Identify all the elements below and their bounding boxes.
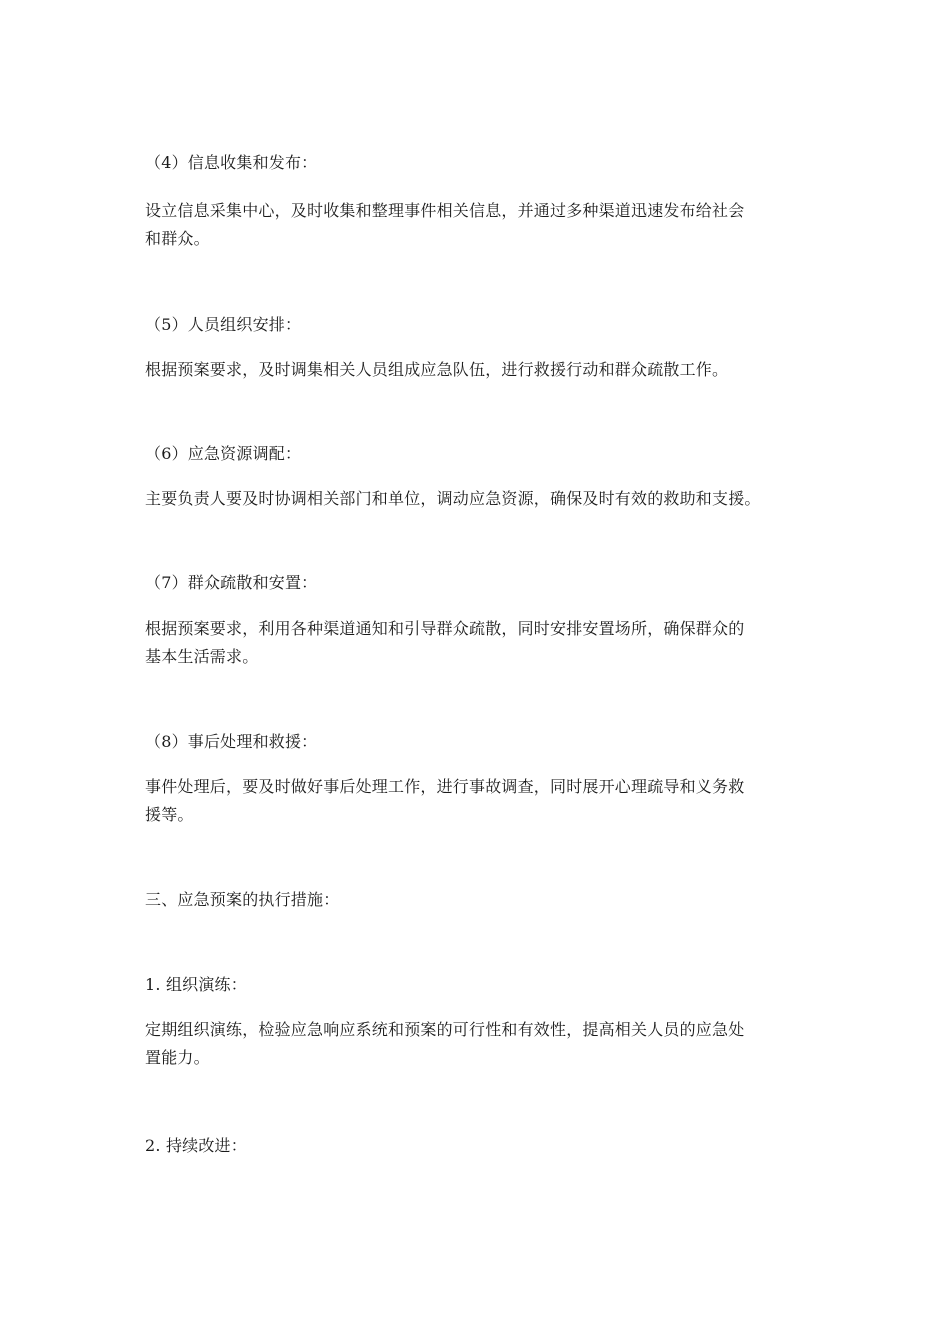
paragraph-evacuation (145, 615, 815, 671)
heading-evacuation (145, 569, 815, 597)
text-line: 主要负责人要及时协调相关部门和单位，调动应急资源，确保及时有效的救助和支援。 (145, 489, 761, 508)
text-line: （6）应急资源调配： (145, 444, 302, 463)
text-line: 根据预案要求，及时调集相关人员组成应急队伍，进行救援行动和群众疏散工作。 (145, 360, 729, 379)
text-line: 基本生活需求。 (145, 647, 259, 666)
heading-improvement (145, 1132, 815, 1160)
text-line: 和群众。 (145, 229, 210, 248)
paragraph-aftermath (145, 773, 815, 829)
heading-drills (145, 971, 815, 999)
text-line: （8）事后处理和救援： (145, 732, 318, 751)
paragraph-resources (145, 485, 815, 513)
text-line: 2. 持续改进： (145, 1136, 247, 1155)
text-line: 1. 组织演练： (145, 975, 247, 994)
heading-aftermath (145, 728, 815, 756)
heading-personnel (145, 311, 815, 339)
text-line: 定期组织演练，检验应急响应系统和预案的可行性和有效性，提高相关人员的应急处 (145, 1020, 745, 1039)
paragraph-info-collection (145, 197, 815, 253)
text-line: （5）人员组织安排： (145, 315, 302, 334)
text-line: （7）群众疏散和安置： (145, 573, 318, 592)
heading-resources (145, 440, 815, 468)
text-line: 设立信息采集中心，及时收集和整理事件相关信息，并通过多种渠道迅速发布给社会 (145, 201, 745, 220)
text-line: （4）信息收集和发布： (145, 153, 318, 172)
text-line: 事件处理后，要及时做好事后处理工作，进行事故调查，同时展开心理疏导和义务救 (145, 777, 745, 796)
text-line: 根据预案要求，利用各种渠道通知和引导群众疏散，同时安排安置场所，确保群众的 (145, 619, 745, 638)
text-line: 三、应急预案的执行措施： (145, 890, 340, 909)
paragraph-drills (145, 1016, 815, 1072)
text-line: 援等。 (145, 805, 194, 824)
section-heading-execution (145, 886, 815, 914)
heading-info-collection (145, 149, 815, 177)
text-line: 置能力。 (145, 1048, 210, 1067)
paragraph-personnel (145, 356, 815, 384)
